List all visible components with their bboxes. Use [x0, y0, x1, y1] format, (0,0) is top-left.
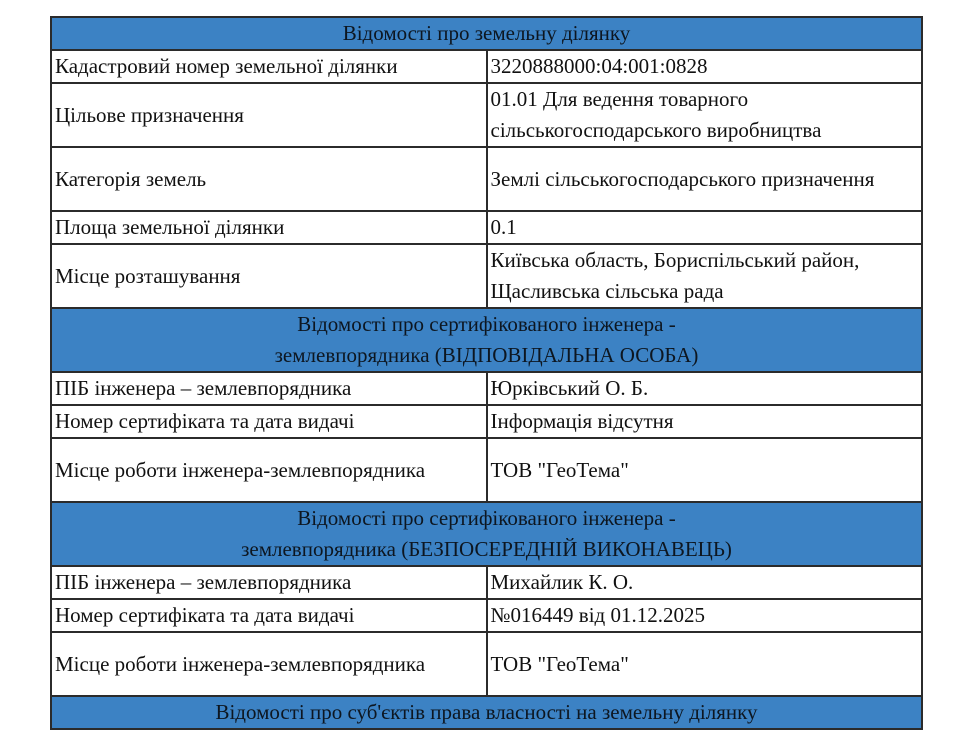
section-responsible-engineer-title [51, 308, 922, 372]
table-row [51, 211, 922, 244]
table-row [51, 244, 922, 308]
workplace-label: Місце роботи інженера-землевпорядника [51, 632, 487, 696]
section-direct-executor-title [51, 502, 922, 566]
location-label: Місце розташування [51, 244, 487, 308]
area-value: 0.1 [487, 211, 923, 244]
section-header-row [51, 696, 922, 729]
land-category-value: Землі сільськогосподарського призначення [487, 147, 923, 211]
section-land-plot-title: Відомості про земельну ділянку [51, 17, 922, 50]
workplace-value: ТОВ "ГеоТема" [487, 632, 923, 696]
table-row [51, 599, 922, 632]
cadastral-number-label: Кадастровий номер земельної ділянки [51, 50, 487, 83]
land-info-table [50, 16, 923, 730]
land-category-label: Категорія земель [51, 147, 487, 211]
cadastral-number-value: 3220888000:04:001:0828 [487, 50, 923, 83]
workplace-value: ТОВ "ГеоТема" [487, 438, 923, 502]
table-row [51, 83, 922, 147]
table-row [51, 632, 922, 696]
workplace-label: Місце роботи інженера-землевпорядника [51, 438, 487, 502]
section-title-line: землевпорядника (ВІДПОВІДАЛЬНА ОСОБА) [274, 343, 699, 367]
certificate-label: Номер сертифіката та дата видачі [51, 599, 487, 632]
section-ownership-title: Відомості про суб'єктів права власності на земельну ділянку [51, 696, 922, 729]
location-value: Київська область, Бориспільський район, Щасливська сільська рада [487, 244, 923, 308]
table-row [51, 372, 922, 405]
table-row [51, 438, 922, 502]
section-title-line: Відомості про сертифікованого інженера - [297, 312, 676, 336]
section-title-line: Відомості про сертифікованого інженера - [297, 506, 676, 530]
section-header-row [51, 502, 922, 566]
section-title-line: землевпорядника (БЕЗПОСЕРЕДНІЙ ВИКОНАВЕЦЬ) [241, 537, 732, 561]
table-row [51, 566, 922, 599]
engineer-name-value: Михайлик К. О. [487, 566, 923, 599]
table-row [51, 50, 922, 83]
area-label: Площа земельної ділянки [51, 211, 487, 244]
engineer-name-label: ПІБ інженера – землевпорядника [51, 566, 487, 599]
table-row [51, 405, 922, 438]
section-header-row [51, 17, 922, 50]
certificate-value: №016449 від 01.12.2025 [487, 599, 923, 632]
table-row [51, 147, 922, 211]
engineer-name-label: ПІБ інженера – землевпорядника [51, 372, 487, 405]
purpose-value: 01.01 Для ведення товарного сільськогосподарського виробництва [487, 83, 923, 147]
engineer-name-value: Юрківський О. Б. [487, 372, 923, 405]
certificate-label: Номер сертифіката та дата видачі [51, 405, 487, 438]
certificate-value: Інформація відсутня [487, 405, 923, 438]
purpose-label: Цільове призначення [51, 83, 487, 147]
section-header-row [51, 308, 922, 372]
